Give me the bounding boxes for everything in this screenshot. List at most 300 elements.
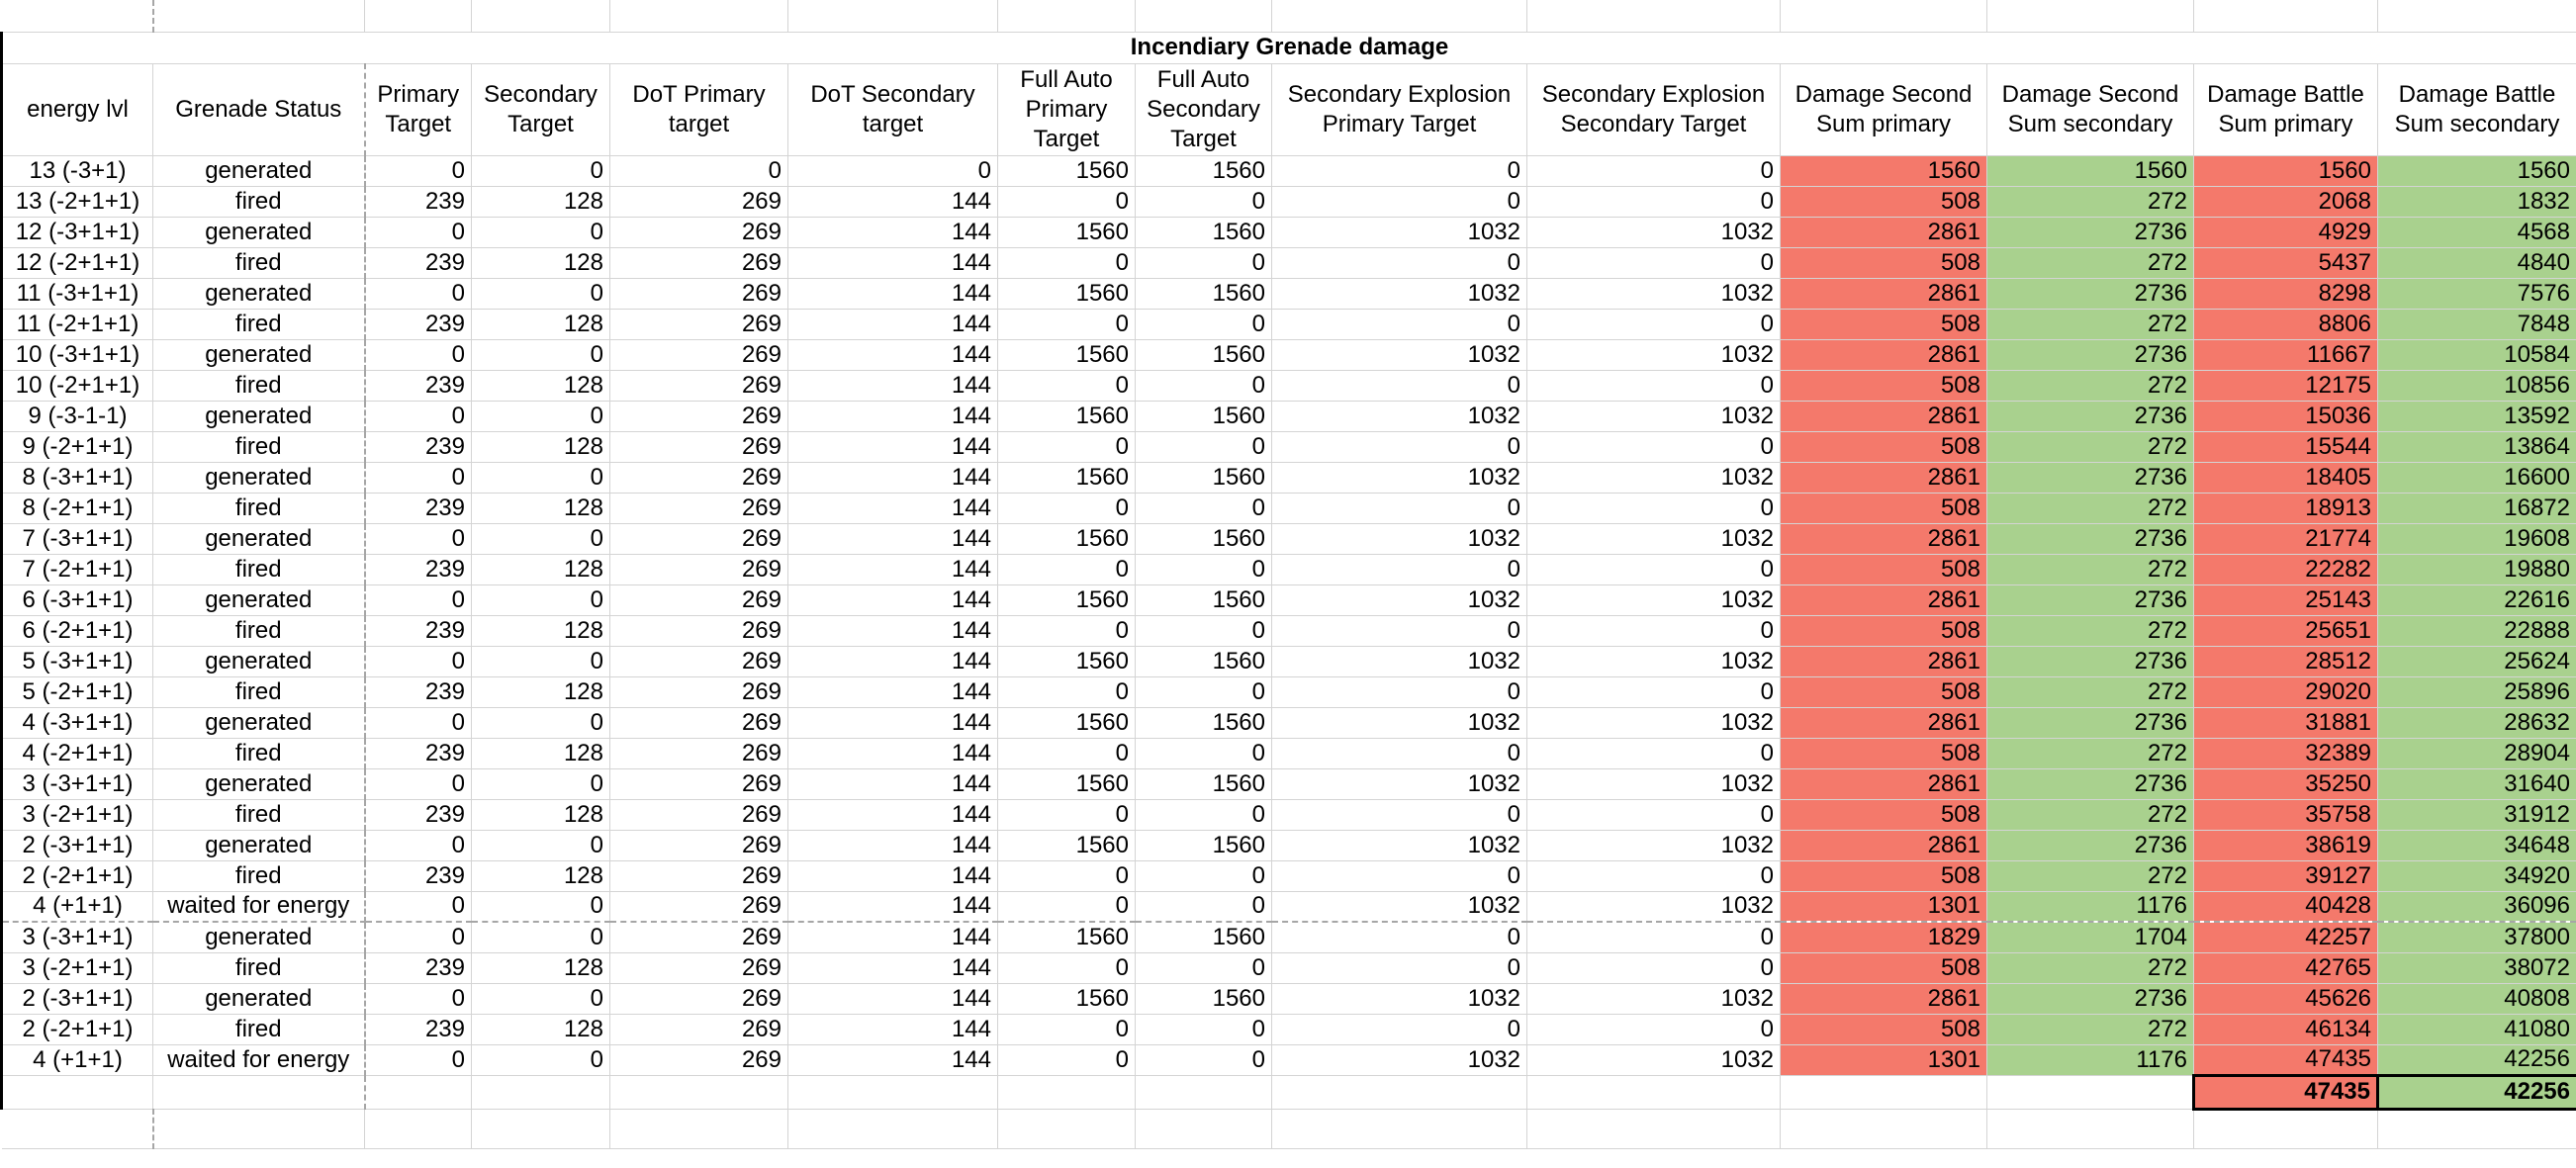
table-cell[interactable]: 10 (-2+1+1) <box>2 370 153 401</box>
table-cell[interactable]: 0 <box>365 278 472 309</box>
column-header[interactable]: Full Auto Primary Target <box>998 63 1136 155</box>
table-cell[interactable]: 2736 <box>1987 401 2194 431</box>
table-cell[interactable]: 2861 <box>1781 217 1987 247</box>
table-cell[interactable]: 0 <box>1136 676 1272 707</box>
table-cell[interactable]: 1560 <box>998 584 1136 615</box>
table-cell[interactable]: 21774 <box>2194 523 2378 554</box>
table-cell[interactable]: 1560 <box>998 523 1136 554</box>
table-cell[interactable]: 508 <box>1781 615 1987 646</box>
table-cell[interactable]: 2736 <box>1987 983 2194 1014</box>
table-cell[interactable]: 269 <box>610 830 788 860</box>
table-cell[interactable]: 36096 <box>2378 891 2576 922</box>
table-cell[interactable]: 1032 <box>1527 768 1781 799</box>
table-cell[interactable]: fired <box>153 738 365 768</box>
table-cell[interactable]: 7 (-3+1+1) <box>2 523 153 554</box>
table-cell[interactable]: 1032 <box>1527 278 1781 309</box>
table-cell[interactable]: 2736 <box>1987 278 2194 309</box>
column-header[interactable]: Secondary Explosion Primary Target <box>1272 63 1527 155</box>
table-cell[interactable]: 2861 <box>1781 768 1987 799</box>
table-cell[interactable]: 1560 <box>1136 278 1272 309</box>
table-cell[interactable]: 272 <box>1987 1014 2194 1044</box>
table-cell[interactable]: 128 <box>472 1014 610 1044</box>
table-cell[interactable]: 2861 <box>1781 523 1987 554</box>
table-cell[interactable]: 39127 <box>2194 860 2378 891</box>
table-cell[interactable]: 0 <box>365 891 472 922</box>
table-cell[interactable]: 0 <box>1272 155 1527 186</box>
cell[interactable] <box>153 1075 365 1109</box>
table-cell[interactable]: 0 <box>998 309 1136 339</box>
table-cell[interactable]: 11 (-3+1+1) <box>2 278 153 309</box>
table-cell[interactable]: 239 <box>365 615 472 646</box>
table-cell[interactable]: 144 <box>788 952 998 983</box>
table-cell[interactable]: 0 <box>472 983 610 1014</box>
table-cell[interactable]: 128 <box>472 186 610 217</box>
table-cell[interactable]: 0 <box>1272 309 1527 339</box>
table-cell[interactable]: 144 <box>788 554 998 584</box>
table-cell[interactable]: 13864 <box>2378 431 2576 462</box>
table-cell[interactable]: 9 (-2+1+1) <box>2 431 153 462</box>
table-cell[interactable]: 1176 <box>1987 1044 2194 1075</box>
table-cell[interactable]: generated <box>153 983 365 1014</box>
table-cell[interactable]: 2736 <box>1987 217 2194 247</box>
table-cell[interactable]: 0 <box>472 217 610 247</box>
table-cell[interactable]: 272 <box>1987 799 2194 830</box>
table-cell[interactable]: 1560 <box>1136 523 1272 554</box>
table-cell[interactable]: 0 <box>1527 493 1781 523</box>
table-cell[interactable]: 22282 <box>2194 554 2378 584</box>
table-cell[interactable]: 1560 <box>1136 584 1272 615</box>
table-cell[interactable]: 269 <box>610 799 788 830</box>
cell[interactable] <box>1987 1075 2194 1109</box>
table-cell[interactable]: 0 <box>1136 738 1272 768</box>
table-cell[interactable]: 508 <box>1781 370 1987 401</box>
table-cell[interactable]: 0 <box>1272 799 1527 830</box>
table-cell[interactable]: 11 (-2+1+1) <box>2 309 153 339</box>
column-header[interactable]: Damage Second Sum secondary <box>1987 63 2194 155</box>
table-cell[interactable]: 10856 <box>2378 370 2576 401</box>
total-secondary[interactable]: 42256 <box>2378 1075 2576 1109</box>
table-cell[interactable]: 29020 <box>2194 676 2378 707</box>
table-cell[interactable]: fired <box>153 186 365 217</box>
table-cell[interactable]: 1032 <box>1527 1044 1781 1075</box>
table-cell[interactable]: 28632 <box>2378 707 2576 738</box>
table-cell[interactable]: 0 <box>1136 1044 1272 1075</box>
table-cell[interactable]: 1560 <box>1781 155 1987 186</box>
table-cell[interactable]: waited for energy <box>153 1044 365 1075</box>
table-cell[interactable]: 1032 <box>1272 584 1527 615</box>
table-cell[interactable]: 1560 <box>998 646 1136 676</box>
table-cell[interactable]: 0 <box>365 707 472 738</box>
table-cell[interactable]: 144 <box>788 584 998 615</box>
table-cell[interactable]: 272 <box>1987 247 2194 278</box>
column-header[interactable]: DoT Secondary target <box>788 63 998 155</box>
table-cell[interactable]: 2736 <box>1987 339 2194 370</box>
table-cell[interactable]: 1032 <box>1272 707 1527 738</box>
table-cell[interactable]: generated <box>153 155 365 186</box>
table-cell[interactable]: fired <box>153 370 365 401</box>
table-cell[interactable]: 0 <box>472 768 610 799</box>
table-cell[interactable]: 42257 <box>2194 922 2378 952</box>
table-cell[interactable]: 128 <box>472 309 610 339</box>
table-cell[interactable]: 128 <box>472 554 610 584</box>
cell[interactable] <box>2 1075 153 1109</box>
table-cell[interactable]: 9 (-3-1-1) <box>2 401 153 431</box>
table-cell[interactable]: 128 <box>472 738 610 768</box>
table-cell[interactable]: 6 (-3+1+1) <box>2 584 153 615</box>
table-cell[interactable]: fired <box>153 493 365 523</box>
table-cell[interactable]: 1032 <box>1527 983 1781 1014</box>
table-cell[interactable]: 0 <box>1136 1014 1272 1044</box>
table-cell[interactable]: 508 <box>1781 1014 1987 1044</box>
table-cell[interactable]: 31881 <box>2194 707 2378 738</box>
table-cell[interactable]: 1032 <box>1527 401 1781 431</box>
table-cell[interactable]: 1032 <box>1272 278 1527 309</box>
table-cell[interactable]: 508 <box>1781 676 1987 707</box>
table-cell[interactable]: 1560 <box>998 830 1136 860</box>
table-cell[interactable]: generated <box>153 646 365 676</box>
table-cell[interactable]: 0 <box>365 401 472 431</box>
table-cell[interactable]: 0 <box>1527 922 1781 952</box>
table-cell[interactable]: 28512 <box>2194 646 2378 676</box>
table-cell[interactable]: fired <box>153 799 365 830</box>
table-cell[interactable]: 19608 <box>2378 523 2576 554</box>
table-cell[interactable]: 0 <box>998 738 1136 768</box>
table-cell[interactable]: generated <box>153 707 365 738</box>
table-cell[interactable]: 508 <box>1781 738 1987 768</box>
table-cell[interactable]: 0 <box>610 155 788 186</box>
table-cell[interactable]: 37800 <box>2378 922 2576 952</box>
column-header[interactable]: Damage Battle Sum primary <box>2194 63 2378 155</box>
column-header[interactable]: Secondary Target <box>472 63 610 155</box>
table-cell[interactable]: 2861 <box>1781 339 1987 370</box>
table-cell[interactable]: fired <box>153 554 365 584</box>
table-cell[interactable]: 0 <box>1136 309 1272 339</box>
table-cell[interactable]: fired <box>153 952 365 983</box>
table-cell[interactable]: 269 <box>610 523 788 554</box>
cell[interactable] <box>788 1109 998 1148</box>
table-cell[interactable]: fired <box>153 309 365 339</box>
table-cell[interactable]: 0 <box>998 186 1136 217</box>
table-cell[interactable]: 508 <box>1781 186 1987 217</box>
table-cell[interactable]: 0 <box>998 799 1136 830</box>
table-cell[interactable]: 0 <box>365 983 472 1014</box>
table-cell[interactable]: 1032 <box>1272 523 1527 554</box>
table-cell[interactable]: 272 <box>1987 615 2194 646</box>
table-cell[interactable]: 144 <box>788 615 998 646</box>
table-cell[interactable]: 269 <box>610 646 788 676</box>
table-cell[interactable]: 272 <box>1987 431 2194 462</box>
table-cell[interactable]: 2861 <box>1781 401 1987 431</box>
table-cell[interactable]: 0 <box>1272 186 1527 217</box>
table-cell[interactable]: 4 (+1+1) <box>2 891 153 922</box>
table-cell[interactable]: 0 <box>1272 952 1527 983</box>
table-cell[interactable]: 144 <box>788 309 998 339</box>
table-cell[interactable]: 128 <box>472 431 610 462</box>
table-cell[interactable]: 144 <box>788 523 998 554</box>
table-cell[interactable]: 40808 <box>2378 983 2576 1014</box>
table-cell[interactable]: 128 <box>472 615 610 646</box>
table-cell[interactable]: 0 <box>1527 186 1781 217</box>
cell[interactable] <box>2194 0 2378 32</box>
column-header[interactable]: Grenade Status <box>153 63 365 155</box>
table-cell[interactable]: 144 <box>788 339 998 370</box>
table-cell[interactable]: 128 <box>472 952 610 983</box>
table-cell[interactable]: 144 <box>788 217 998 247</box>
table-cell[interactable]: 269 <box>610 186 788 217</box>
table-cell[interactable]: 269 <box>610 247 788 278</box>
table-cell[interactable]: 38619 <box>2194 830 2378 860</box>
table-cell[interactable]: 7 (-2+1+1) <box>2 554 153 584</box>
table-cell[interactable]: 0 <box>1272 738 1527 768</box>
table-cell[interactable]: 0 <box>1272 493 1527 523</box>
table-cell[interactable]: generated <box>153 278 365 309</box>
table-cell[interactable]: 269 <box>610 401 788 431</box>
table-cell[interactable]: 1560 <box>1136 922 1272 952</box>
table-cell[interactable]: 2068 <box>2194 186 2378 217</box>
table-cell[interactable]: 1832 <box>2378 186 2576 217</box>
table-cell[interactable]: 1560 <box>1136 830 1272 860</box>
table-cell[interactable]: 269 <box>610 339 788 370</box>
table-cell[interactable]: 25896 <box>2378 676 2576 707</box>
table-cell[interactable]: 38072 <box>2378 952 2576 983</box>
table-cell[interactable]: 22888 <box>2378 615 2576 646</box>
table-cell[interactable]: 128 <box>472 370 610 401</box>
table-cell[interactable]: 4 (-2+1+1) <box>2 738 153 768</box>
table-cell[interactable]: 12 (-3+1+1) <box>2 217 153 247</box>
table-cell[interactable]: 1829 <box>1781 922 1987 952</box>
table-cell[interactable]: 508 <box>1781 247 1987 278</box>
table-cell[interactable]: 0 <box>998 860 1136 891</box>
table-cell[interactable]: 2 (-2+1+1) <box>2 860 153 891</box>
table-cell[interactable]: generated <box>153 922 365 952</box>
table-cell[interactable]: 15544 <box>2194 431 2378 462</box>
table-cell[interactable]: generated <box>153 830 365 860</box>
table-cell[interactable]: 1560 <box>1136 217 1272 247</box>
table-cell[interactable]: 1560 <box>1136 646 1272 676</box>
cell[interactable] <box>2378 0 2576 32</box>
cell[interactable] <box>1781 1075 1987 1109</box>
table-cell[interactable]: 1032 <box>1272 983 1527 1014</box>
cell[interactable] <box>998 1109 1136 1148</box>
table-cell[interactable]: 2861 <box>1781 646 1987 676</box>
table-cell[interactable]: 1032 <box>1272 830 1527 860</box>
cell[interactable] <box>153 0 365 32</box>
table-cell[interactable]: 239 <box>365 247 472 278</box>
table-cell[interactable]: 2861 <box>1781 983 1987 1014</box>
table-cell[interactable]: 239 <box>365 860 472 891</box>
table-cell[interactable]: 1560 <box>998 768 1136 799</box>
table-cell[interactable]: 128 <box>472 799 610 830</box>
table-cell[interactable]: 0 <box>472 1044 610 1075</box>
cell[interactable] <box>2 0 153 32</box>
table-cell[interactable]: 144 <box>788 891 998 922</box>
cell[interactable] <box>788 1075 998 1109</box>
table-cell[interactable]: 7576 <box>2378 278 2576 309</box>
table-cell[interactable]: 1560 <box>998 462 1136 493</box>
table-cell[interactable]: 144 <box>788 922 998 952</box>
table-cell[interactable]: 1032 <box>1272 462 1527 493</box>
table-cell[interactable]: 0 <box>1136 891 1272 922</box>
table-cell[interactable]: 144 <box>788 646 998 676</box>
cell[interactable] <box>472 0 610 32</box>
table-cell[interactable]: 144 <box>788 278 998 309</box>
table-cell[interactable]: 144 <box>788 983 998 1014</box>
cell[interactable] <box>2 1109 153 1148</box>
table-cell[interactable]: 0 <box>472 523 610 554</box>
table-cell[interactable]: 0 <box>1527 799 1781 830</box>
table-cell[interactable]: 0 <box>365 646 472 676</box>
sheet-title[interactable]: Incendiary Grenade damage <box>2 32 2576 63</box>
table-cell[interactable]: 4 (-3+1+1) <box>2 707 153 738</box>
table-cell[interactable]: 144 <box>788 1044 998 1075</box>
table-cell[interactable]: 0 <box>1136 431 1272 462</box>
table-cell[interactable]: 508 <box>1781 493 1987 523</box>
table-cell[interactable]: 269 <box>610 738 788 768</box>
table-cell[interactable]: 1560 <box>1987 155 2194 186</box>
table-cell[interactable]: fired <box>153 431 365 462</box>
table-cell[interactable]: 0 <box>1272 431 1527 462</box>
table-cell[interactable]: 0 <box>365 523 472 554</box>
table-cell[interactable]: 18405 <box>2194 462 2378 493</box>
cell[interactable] <box>365 1075 472 1109</box>
table-cell[interactable]: 272 <box>1987 860 2194 891</box>
cell[interactable] <box>1987 1109 2194 1148</box>
table-cell[interactable]: 0 <box>365 155 472 186</box>
cell[interactable] <box>1781 0 1987 32</box>
table-cell[interactable]: 0 <box>472 155 610 186</box>
table-cell[interactable]: 239 <box>365 799 472 830</box>
table-cell[interactable]: 2861 <box>1781 462 1987 493</box>
cell[interactable] <box>472 1075 610 1109</box>
table-cell[interactable]: 28904 <box>2378 738 2576 768</box>
table-cell[interactable]: 144 <box>788 462 998 493</box>
table-cell[interactable]: 0 <box>1136 799 1272 830</box>
cell[interactable] <box>1527 1075 1781 1109</box>
table-cell[interactable]: 144 <box>788 768 998 799</box>
table-cell[interactable]: 269 <box>610 217 788 247</box>
table-cell[interactable]: 0 <box>1272 615 1527 646</box>
table-cell[interactable]: 508 <box>1781 431 1987 462</box>
table-cell[interactable]: 0 <box>1136 247 1272 278</box>
table-cell[interactable]: 239 <box>365 493 472 523</box>
table-cell[interactable]: 42256 <box>2378 1044 2576 1075</box>
table-cell[interactable]: 5 (-3+1+1) <box>2 646 153 676</box>
table-cell[interactable]: 272 <box>1987 738 2194 768</box>
table-cell[interactable]: 1032 <box>1272 339 1527 370</box>
table-cell[interactable]: 269 <box>610 615 788 646</box>
table-cell[interactable]: generated <box>153 523 365 554</box>
table-cell[interactable]: 0 <box>998 493 1136 523</box>
table-cell[interactable]: 239 <box>365 370 472 401</box>
table-cell[interactable]: 0 <box>998 431 1136 462</box>
table-cell[interactable]: 0 <box>472 584 610 615</box>
table-cell[interactable]: 0 <box>1527 1014 1781 1044</box>
cell[interactable] <box>998 1075 1136 1109</box>
table-cell[interactable]: 2736 <box>1987 523 2194 554</box>
table-cell[interactable]: 5 (-2+1+1) <box>2 676 153 707</box>
table-cell[interactable]: 0 <box>998 1044 1136 1075</box>
table-cell[interactable]: 508 <box>1781 309 1987 339</box>
table-cell[interactable]: 1032 <box>1272 1044 1527 1075</box>
table-cell[interactable]: 13592 <box>2378 401 2576 431</box>
table-cell[interactable]: 239 <box>365 676 472 707</box>
table-cell[interactable]: 144 <box>788 493 998 523</box>
table-cell[interactable]: 0 <box>998 1014 1136 1044</box>
table-cell[interactable]: 0 <box>365 1044 472 1075</box>
table-cell[interactable]: 1560 <box>1136 983 1272 1014</box>
table-cell[interactable]: 7848 <box>2378 309 2576 339</box>
table-cell[interactable]: 0 <box>472 278 610 309</box>
cell[interactable] <box>2378 1109 2576 1148</box>
table-cell[interactable]: 3 (-3+1+1) <box>2 922 153 952</box>
table-cell[interactable]: 0 <box>1527 370 1781 401</box>
table-cell[interactable]: 1032 <box>1527 891 1781 922</box>
column-header[interactable]: Full Auto Secondary Target <box>1136 63 1272 155</box>
table-cell[interactable]: 0 <box>998 247 1136 278</box>
table-cell[interactable]: 1032 <box>1527 830 1781 860</box>
table-cell[interactable]: 1032 <box>1272 401 1527 431</box>
table-cell[interactable]: 272 <box>1987 676 2194 707</box>
table-cell[interactable]: 1560 <box>2378 155 2576 186</box>
table-cell[interactable]: 25143 <box>2194 584 2378 615</box>
cell[interactable] <box>472 1109 610 1148</box>
table-cell[interactable]: 12175 <box>2194 370 2378 401</box>
column-header[interactable]: energy lvl <box>2 63 153 155</box>
cell[interactable] <box>998 0 1136 32</box>
table-cell[interactable]: 1560 <box>1136 401 1272 431</box>
table-cell[interactable]: 1560 <box>998 217 1136 247</box>
table-cell[interactable]: 0 <box>998 676 1136 707</box>
table-cell[interactable]: 1560 <box>998 278 1136 309</box>
table-cell[interactable]: 2 (-3+1+1) <box>2 983 153 1014</box>
table-cell[interactable]: 3 (-2+1+1) <box>2 952 153 983</box>
table-cell[interactable]: 0 <box>1272 676 1527 707</box>
table-cell[interactable]: waited for energy <box>153 891 365 922</box>
table-cell[interactable]: 15036 <box>2194 401 2378 431</box>
table-cell[interactable]: 0 <box>1136 370 1272 401</box>
total-primary[interactable]: 47435 <box>2194 1075 2378 1109</box>
table-cell[interactable]: 10 (-3+1+1) <box>2 339 153 370</box>
table-cell[interactable]: 18913 <box>2194 493 2378 523</box>
table-cell[interactable]: 269 <box>610 983 788 1014</box>
table-cell[interactable]: 45626 <box>2194 983 2378 1014</box>
table-cell[interactable]: 508 <box>1781 860 1987 891</box>
table-cell[interactable]: 35250 <box>2194 768 2378 799</box>
cell[interactable] <box>2194 1109 2378 1148</box>
table-cell[interactable]: 239 <box>365 309 472 339</box>
table-cell[interactable]: 1560 <box>998 922 1136 952</box>
table-cell[interactable]: 1032 <box>1527 462 1781 493</box>
table-cell[interactable]: 272 <box>1987 493 2194 523</box>
table-cell[interactable]: 269 <box>610 309 788 339</box>
column-header[interactable]: Damage Second Sum primary <box>1781 63 1987 155</box>
table-cell[interactable]: 1176 <box>1987 891 2194 922</box>
cell[interactable] <box>610 1109 788 1148</box>
table-cell[interactable]: 8 (-3+1+1) <box>2 462 153 493</box>
table-cell[interactable]: 2736 <box>1987 768 2194 799</box>
cell[interactable] <box>610 1075 788 1109</box>
table-cell[interactable]: 0 <box>998 891 1136 922</box>
table-cell[interactable]: 239 <box>365 738 472 768</box>
table-cell[interactable]: 3 (-2+1+1) <box>2 799 153 830</box>
table-cell[interactable]: 0 <box>1272 860 1527 891</box>
table-cell[interactable]: 34648 <box>2378 830 2576 860</box>
table-cell[interactable]: 0 <box>1527 676 1781 707</box>
table-cell[interactable]: 269 <box>610 922 788 952</box>
table-cell[interactable]: 13 (-3+1) <box>2 155 153 186</box>
table-cell[interactable]: 34920 <box>2378 860 2576 891</box>
cell[interactable] <box>1136 1109 1272 1148</box>
